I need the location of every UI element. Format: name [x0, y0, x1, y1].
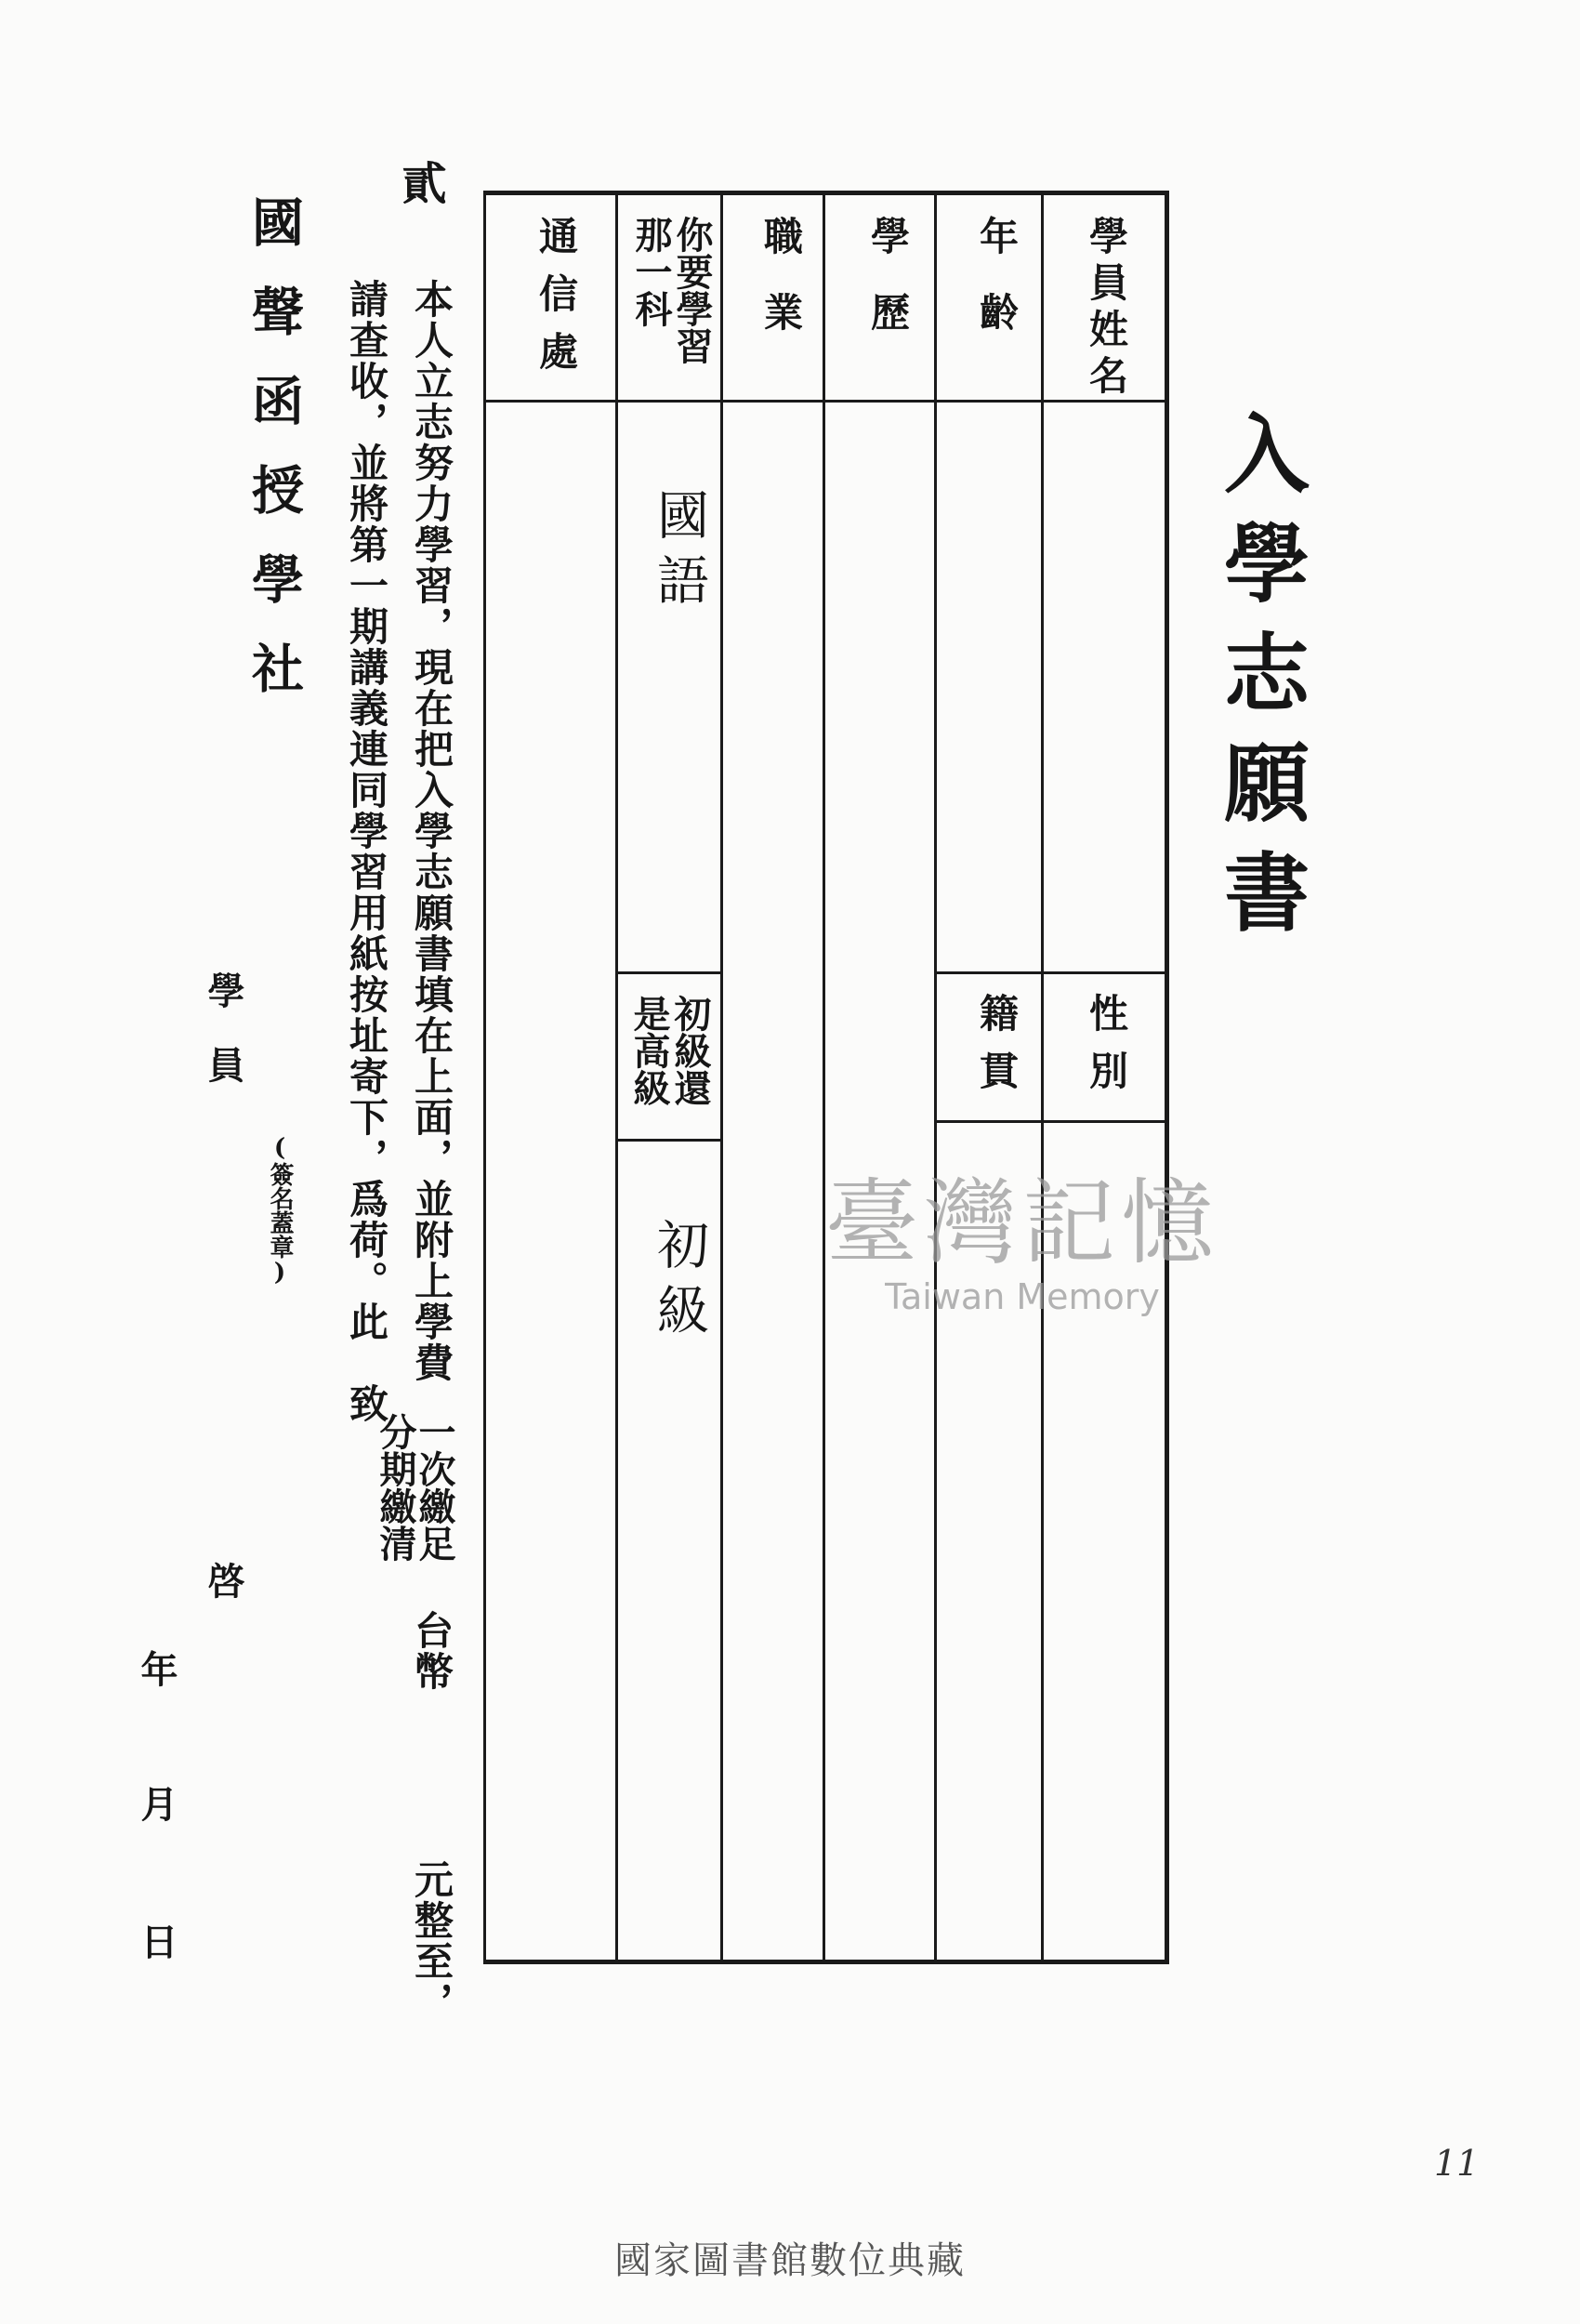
subject-value: 國語: [649, 488, 709, 618]
watermark-chinese: 臺灣記憶: [825, 1169, 1219, 1277]
header-occupation: 職業: [758, 216, 804, 368]
closing: 啓: [202, 1562, 245, 1599]
section-marker: 貳: [394, 160, 446, 205]
level-value: 初級: [649, 1218, 709, 1348]
date-year: 年: [135, 1650, 178, 1687]
addressee: 國聲函授學社: [244, 195, 305, 731]
statement-currency: 台幣: [409, 1610, 454, 1692]
fee-option-full: 一次繳足: [413, 1413, 456, 1562]
header-level-line2: 是高級: [627, 995, 671, 1106]
header-address: 通信處: [533, 216, 579, 389]
statement-line1-a: 本人立志努力學習，現在把入學志願書填在上面，並附上學費: [409, 279, 454, 1383]
header-level-line1: 初級還: [668, 995, 712, 1106]
header-age: 年齡: [974, 216, 1020, 368]
page-number: 11: [1434, 2143, 1480, 2184]
watermark: [781, 1148, 1264, 1317]
header-native-place: 籍貫: [974, 993, 1020, 1108]
seal-note: (簽名蓋章): [266, 1134, 294, 1287]
fee-option-installment: 分期繳清: [374, 1413, 417, 1562]
header-gender: 性別: [1084, 993, 1129, 1108]
date-month: 月: [135, 1785, 178, 1822]
date-day: 日: [135, 1922, 178, 1960]
header-education: 學歷: [865, 216, 911, 368]
form-title: 入學志願書: [1210, 409, 1310, 957]
footer-credit: 國家圖書館數位典藏: [614, 2239, 966, 2282]
statement-line2: 請查收，並將第一期講義連同學習用紙按址寄下，爲荷。此 致: [344, 279, 389, 1424]
statement-amount-suffix: 元整至，: [409, 1859, 454, 2023]
header-student-name: 學員姓名: [1084, 216, 1129, 402]
watermark-english: Taiwan Memory: [885, 1276, 1160, 1317]
header-subject-line1: 你要學習: [670, 216, 714, 364]
header-subject-line2: 那一科: [629, 216, 673, 327]
student-label: 學員: [202, 971, 245, 1120]
